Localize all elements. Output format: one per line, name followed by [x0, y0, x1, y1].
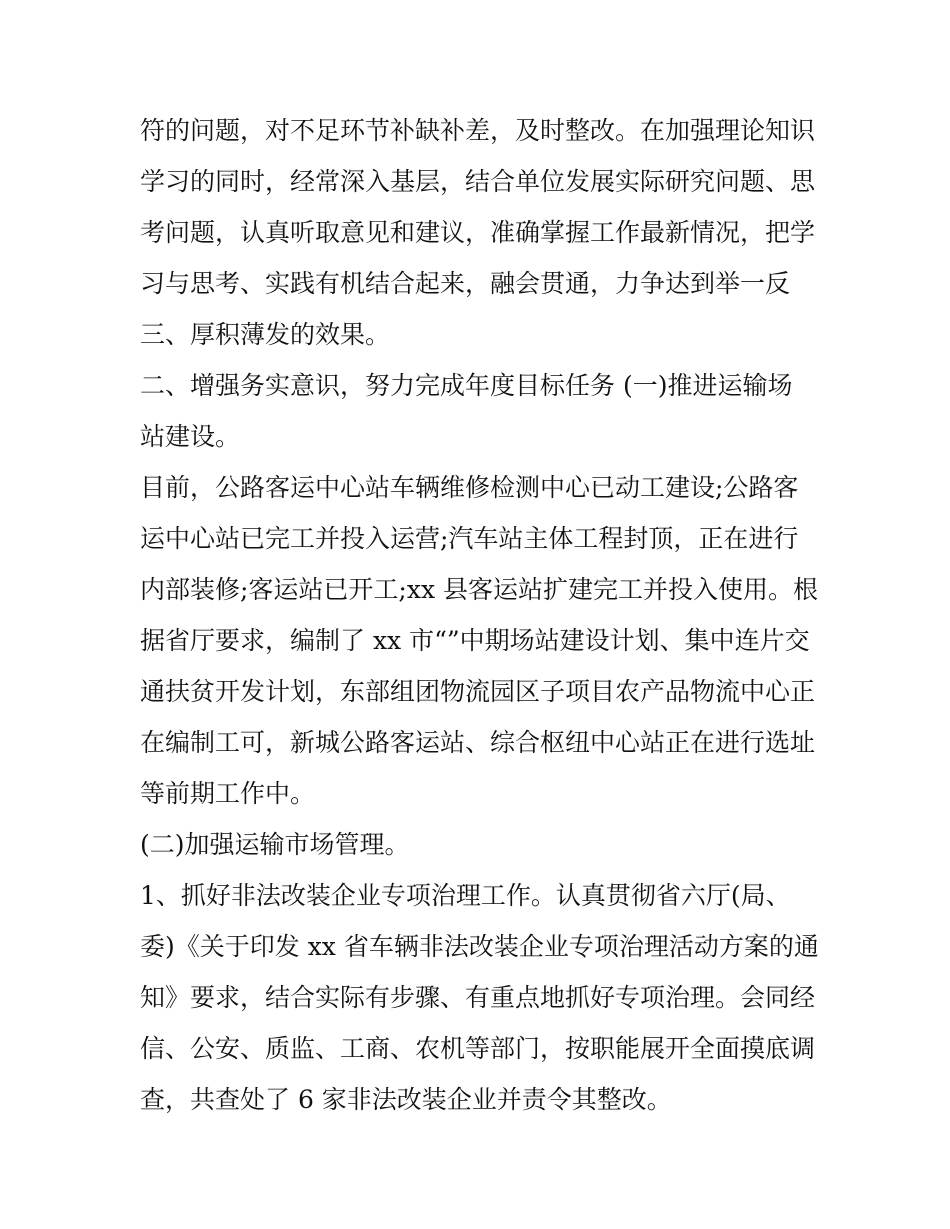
text-line: 等前期工作中。	[140, 779, 316, 808]
text-line: 委)《关于印发 xx 省车辆非法改装企业专项治理活动方案的通	[140, 932, 819, 961]
text-line: 在编制工可，新城公路客运站、综合枢纽中心站正在进行选址	[140, 728, 816, 757]
text-line: 查，共查处了 6 家非法改装企业并责令其整改。	[140, 1085, 672, 1114]
text-line: 运中心站已完工并投入运营;汽车站主体工程封顶，正在进行	[140, 524, 799, 553]
text-line: 站建设。	[140, 422, 241, 451]
text-line: 三、厚积薄发的效果。	[140, 320, 391, 349]
text-line: 据省厅要求，编制了 xx 市“”中期场站建设计划、集中连片交	[140, 626, 810, 655]
text-line: 习与思考、实践有机结合起来，融会贯通，力争达到举一反	[140, 269, 791, 298]
text-line: 通扶贫开发计划，东部组团物流园区子项目农产品物流中心正	[140, 677, 816, 706]
document-body	[140, 105, 820, 1125]
text-line: 学习的同时，经常深入基层，结合单位发展实际研究问题、思	[140, 167, 816, 196]
text-line: 1、抓好非法改装企业专项治理工作。认真贯彻省六厅(局、	[140, 881, 791, 910]
text-line: 考问题，认真听取意见和建议，准确掌握工作最新情况，把学	[140, 218, 816, 247]
text-line: 信、公安、质监、工商、农机等部门，按职能展开全面摸底调	[140, 1034, 816, 1063]
text-line: 符的问题，对不足环节补缺补差，及时整改。在加强理论知识	[140, 116, 816, 145]
text-line: 目前，公路客运中心站车辆维修检测中心已动工建设;公路客	[140, 473, 799, 502]
subsection-heading-line: (二)加强运输市场管理。	[140, 830, 410, 859]
text-line: 内部装修;客运站已开工;xx 县客运站扩建完工并投入使用。根	[140, 575, 818, 604]
text-line: 知》要求，结合实际有步骤、有重点地抓好专项治理。会同经	[140, 983, 816, 1012]
section-heading-line: 二、增强务实意识，努力完成年度目标任务 (一)推进运输场	[140, 371, 793, 400]
